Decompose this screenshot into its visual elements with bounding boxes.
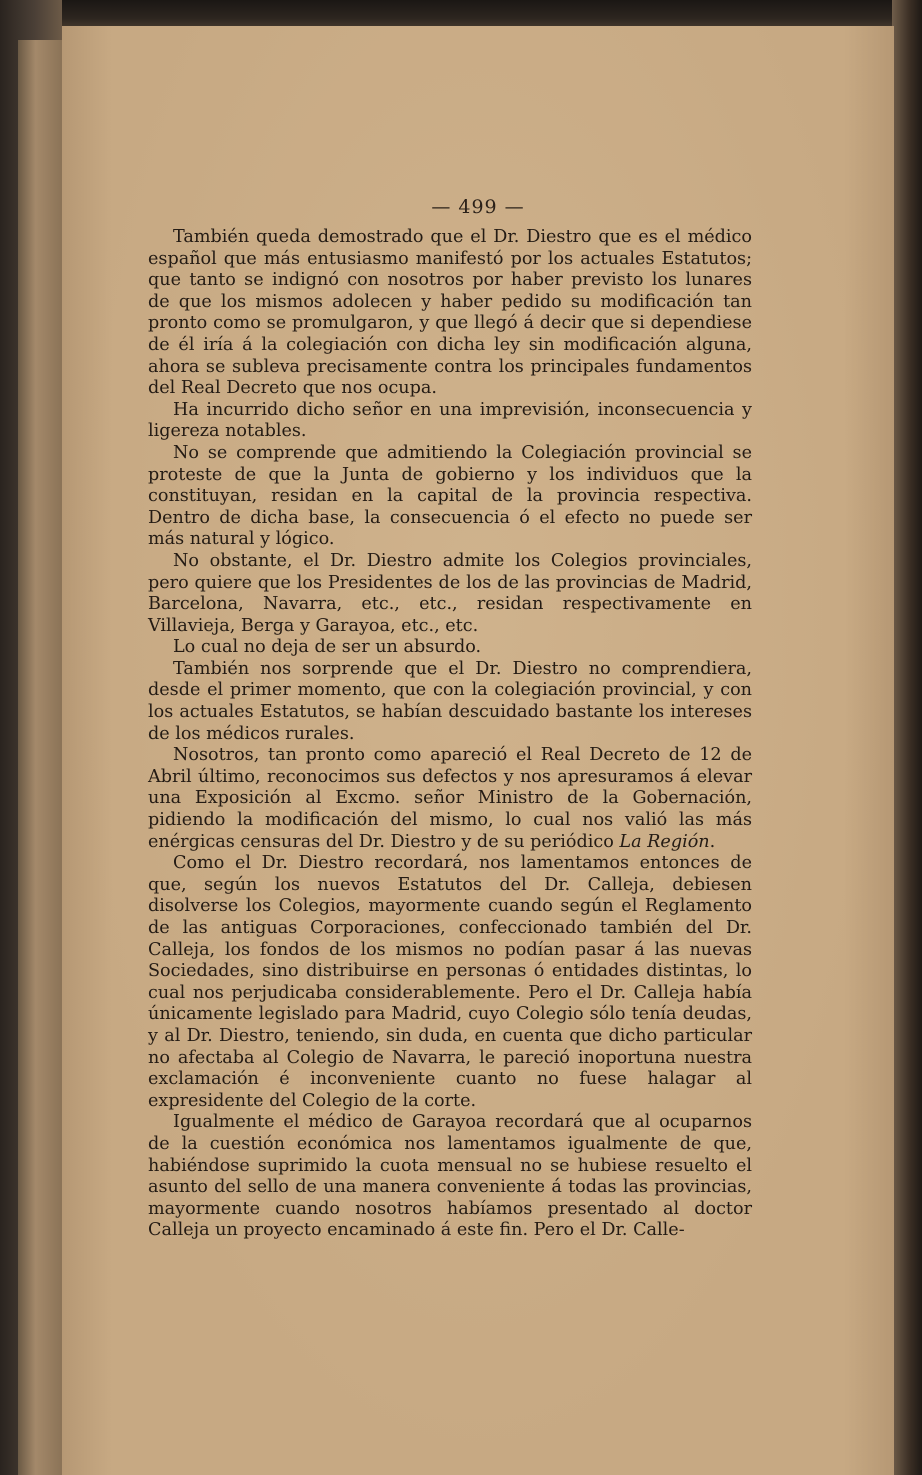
paragraph-8: Como el Dr. Diestro recordará, nos lamentamos entonces de que, según los nuevos Estatutos del Dr. Calleja, debiesen disolverse los Colegios, mayormente cuando según el Reglamento de las antiguas Corporaciones, confeccionado también del Dr. Calleja, los fondos de los mismos no podían pasar á las nuevas Sociedades, sino distribuirse en personas ó entidades distintas, lo cual nos perjudicaba considerablemente. Pero el Dr. Calleja había únicamente legislado para Madrid, cuyo Colegio sólo tenía deudas, y al Dr. Diestro, teniendo, sin duda, en cuenta que dicho particular no afectaba al Colegio de Navarra, le pareció inoportuna nuestra exclamación é inconveniente cuanto no fuese halagar al expresidente del Colegio de la corte. (148, 853, 752, 1111)
paragraph-5: Lo cual no deja de ser un absurdo. (173, 637, 482, 658)
paragraph-7: Nosotros, tan pronto como apareció el Real Decreto de 12 de Abril último, reconocimos sus defectos y nos apresuramos á elevar una Exposición al Excmo. señor Ministro de la Gobernación, pidiendo la modificación del mismo, lo cual nos valió las más enérgicas censuras del Dr. Diestro y de su periódico La Región. (148, 745, 752, 852)
paragraph-3: No se comprende que admitiendo la Colegiación provincial se proteste de que la Junta de gobierno y los individuos que la constituyan, residan en la capital de la provincia respectiva. Dentro de dicha base, la consecuencia ó el efecto no puede ser más natural y lógico. (148, 442, 752, 550)
paragraph-9: Igualmente el médico de Garayoa recordará que al ocuparnos de la cuestión económica nos lamentamos igualmente de que, habiéndose suprimido la cuota mensual no se hubiese resuelto el asunto del sello de una manera conveniente á todas las provincias, mayormente cuando nosotros habíamos presentado al doctor Calleja un proyecto encaminado á este fin. Pero el Dr. Calle- (148, 1112, 752, 1241)
paragraph-4: No obstante, el Dr. Diestro admite los Colegios provinciales, pero quiere que los Presidentes de los de las provincias de Madrid, Barcelona, Navarra, etc., etc., residan respectivamente en Villavieja, Berga y Garayoa, etc., etc. (148, 550, 752, 636)
paragraph-2: Ha incurrido dicho señor en una imprevisión, inconsecuencia y ligereza notables. (148, 399, 752, 442)
book-page (62, 26, 894, 1475)
paragraph-6: También nos sorprende que el Dr. Diestro no comprendiera, desde el primer momento, que con la colegiación provincial, y con los actuales Estatutos, se habían descuidado bastante los intereses de los médicos rurales. (148, 658, 752, 744)
body-text (148, 227, 752, 1242)
newspaper-title: La Región (619, 831, 710, 852)
paragraph-1: También queda demostrado que el Dr. Diestro que es el médico español que más entusiasmo manifestó por los actuales Estatutos; que tanto se indignó con nosotros por haber previsto los lunares de que los mismos adolecen y haber pedido su modificación tan pronto como se promulgaron, y que llegó á decir que si dependiese de él iría á la colegiación con dicha ley sin modificación alguna, ahora se subleva precisamente contra los principales fundamentos del Real Decreto que nos ocupa. (148, 227, 752, 399)
scan-right-background (892, 0, 922, 1475)
page-number: — 499 — (431, 196, 525, 218)
previous-page-edge (18, 40, 62, 1475)
